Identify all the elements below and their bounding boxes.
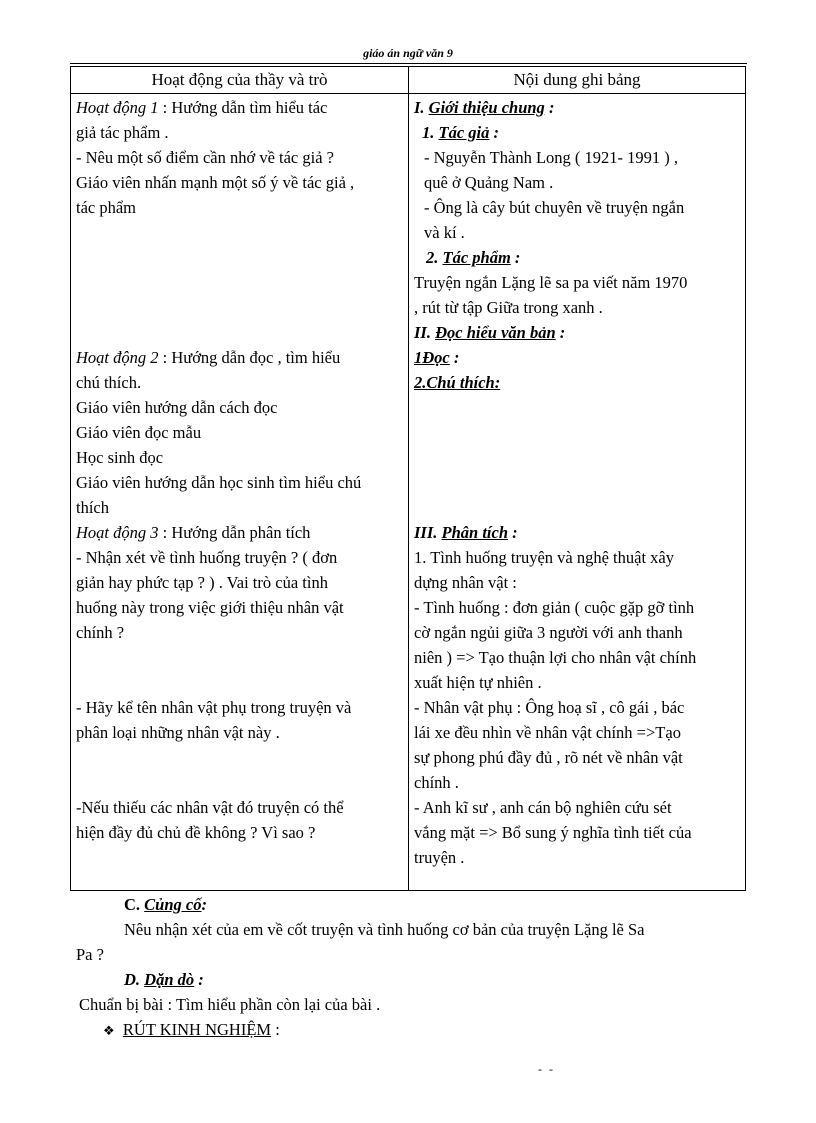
section-colon: : — [194, 970, 204, 989]
right-line: dựng nhân vật : — [414, 573, 517, 592]
section-c-text-cont: Pa ? — [76, 945, 104, 964]
section-1-heading — [414, 95, 554, 120]
right-line: sự phong phú đầy đủ , rõ nét về nhân vật — [414, 748, 683, 767]
hoat-dong-2-text: : Hướng dẫn đọc , tìm hiểu — [158, 348, 341, 367]
right-line: - Nguyễn Thành Long ( 1921- 1991 ) , — [424, 148, 679, 167]
left-line: giản hay phức tạp ? ) . Vai trò của tình — [76, 573, 328, 592]
col-left-header: Hoạt động của thầy và trò — [71, 67, 409, 94]
right-line: và kí . — [424, 223, 465, 242]
section-num: II. — [414, 323, 436, 342]
left-line: - Nêu một số điểm cần nhớ về tác giả ? — [76, 148, 334, 167]
hoat-dong-2 — [76, 345, 340, 370]
right-line: - Nhân vật phụ : Ông hoạ sĩ , cô gái , bác — [414, 698, 685, 717]
section-colon: : — [544, 98, 555, 117]
left-line: - Nhận xét về tình huống truyện ? ( đơn — [76, 548, 338, 567]
col-right-header: Nội dung ghi bảng — [409, 67, 746, 94]
subsection-colon: : — [489, 123, 499, 142]
right-line: Truyện ngắn Lặng lẽ sa pa viết năm 1970 — [414, 273, 688, 292]
subsection-num: 2. — [426, 248, 443, 267]
rkn-colon: : — [271, 1020, 280, 1039]
right-line: - Ông là cây bút chuyên về truyện ngắn — [424, 198, 685, 217]
subsection-title: Tác phẩm — [442, 248, 511, 267]
header-rule — [70, 63, 747, 64]
section-c-heading — [124, 892, 207, 917]
section-num: I. — [414, 98, 429, 117]
section-3-heading — [414, 520, 518, 545]
section-c-text: Nêu nhận xét của em về cốt truyện và tình huống cơ bản của truyện Lặng lẽ Sa — [124, 920, 645, 939]
right-line: - Tình huống : đơn giản ( cuộc gặp gỡ tình — [414, 598, 695, 617]
subsection-title: Tác giả — [438, 123, 490, 142]
page-number-marks: - - — [538, 1062, 555, 1076]
table-header-row — [71, 67, 746, 94]
right-line: 1. Tình huống truyện và nghệ thuật xây — [414, 548, 674, 567]
right-line: vắng mặt => Bổ sung ý nghĩa tình tiết của — [414, 823, 692, 842]
hoat-dong-2-label: Hoạt động 2 — [76, 348, 159, 367]
table-body-row — [71, 94, 746, 891]
left-line: Giáo viên hướng dẫn cách đọc — [76, 398, 278, 417]
subsection-tac-pham — [426, 245, 520, 270]
diamond-bullet-icon: ❖ — [103, 1024, 115, 1039]
right-line: cờ ngắn ngủi giữa 3 người với anh thanh — [414, 623, 683, 642]
section-d-text: Chuẩn bị bài : Tìm hiểu phần còn lại của bài . — [79, 995, 381, 1014]
section-num: III. — [414, 523, 442, 542]
left-line: giả tác phẩm . — [76, 123, 169, 142]
section-d-heading — [124, 967, 204, 992]
left-line: - Hãy kể tên nhân vật phụ trong truyện và — [76, 698, 352, 717]
subsection-tac-gia — [422, 120, 499, 145]
left-line: thích — [76, 498, 109, 517]
rkn-title: RÚT KINH NGHIỆM — [122, 1020, 272, 1039]
left-line: Học sinh đọc — [76, 448, 164, 467]
subsection-doc — [414, 345, 459, 370]
right-line: chính . — [414, 773, 459, 792]
subsection-colon: : — [449, 348, 460, 367]
right-column — [409, 94, 746, 891]
right-line: truyện . — [414, 848, 465, 867]
hoat-dong-3 — [76, 520, 310, 545]
right-line: niên ) => Tạo thuận lợi cho nhân vật chính — [414, 648, 697, 667]
section-num: C. — [124, 895, 145, 914]
subsection-title: 1Đọc — [414, 348, 450, 367]
hoat-dong-1-label: Hoạt động 1 — [76, 98, 159, 117]
left-line: hiện đầy đủ chủ đề không ? Vì sao ? — [76, 823, 316, 842]
subsection-colon: : — [510, 248, 521, 267]
section-title: Giới thiệu chung — [428, 98, 545, 117]
right-line: , rút từ tập Giữa trong xanh . — [414, 298, 603, 317]
right-line: quê ở Quảng Nam . — [424, 173, 554, 192]
left-line: Giáo viên nhấn mạnh một số ý về tác giả , — [76, 173, 355, 192]
hoat-dong-3-text: : Hướng dẫn phân tích — [158, 523, 311, 542]
left-line: chú thích. — [76, 373, 142, 392]
section-title: Dặn dò — [144, 970, 195, 989]
left-line: huống này trong việc giới thiệu nhân vật — [76, 598, 344, 617]
left-line: Giáo viên đọc mẫu — [76, 423, 202, 442]
hoat-dong-1 — [76, 95, 327, 120]
left-line: tác phẩm — [76, 198, 137, 217]
hoat-dong-3-label: Hoạt động 3 — [76, 523, 159, 542]
section-title: Phân tích — [441, 523, 508, 542]
rut-kinh-nghiem — [103, 1017, 280, 1044]
section-2-heading — [414, 320, 565, 345]
right-line: lái xe đều nhìn về nhân vật chính =>Tạo — [414, 723, 681, 742]
section-title: Củng cố — [144, 895, 202, 914]
right-line: - Anh kĩ sư , anh cán bộ nghiên cứu sét — [414, 798, 672, 817]
right-line: xuất hiện tự nhiên . — [414, 673, 542, 692]
section-colon: : — [201, 895, 207, 914]
page-header: giáo án ngữ văn 9 — [363, 46, 453, 60]
left-line: Giáo viên hướng dẫn học sinh tìm hiểu chú — [76, 473, 362, 492]
left-column — [71, 94, 409, 891]
subsection-chu-thich: 2.Chú thích: — [414, 373, 501, 392]
subsection-num: 1. — [422, 123, 439, 142]
section-colon: : — [555, 323, 566, 342]
lesson-table — [70, 66, 746, 891]
section-title: Đọc hiểu văn bản — [435, 323, 556, 342]
left-line: phân loại những nhân vật này . — [76, 723, 280, 742]
section-colon: : — [508, 523, 518, 542]
left-line: -Nếu thiếu các nhân vật đó truyện có thể — [76, 798, 344, 817]
left-line: chính ? — [76, 623, 125, 642]
section-num: D. — [124, 970, 145, 989]
hoat-dong-1-text: : Hướng dẫn tìm hiểu tác — [158, 98, 328, 117]
